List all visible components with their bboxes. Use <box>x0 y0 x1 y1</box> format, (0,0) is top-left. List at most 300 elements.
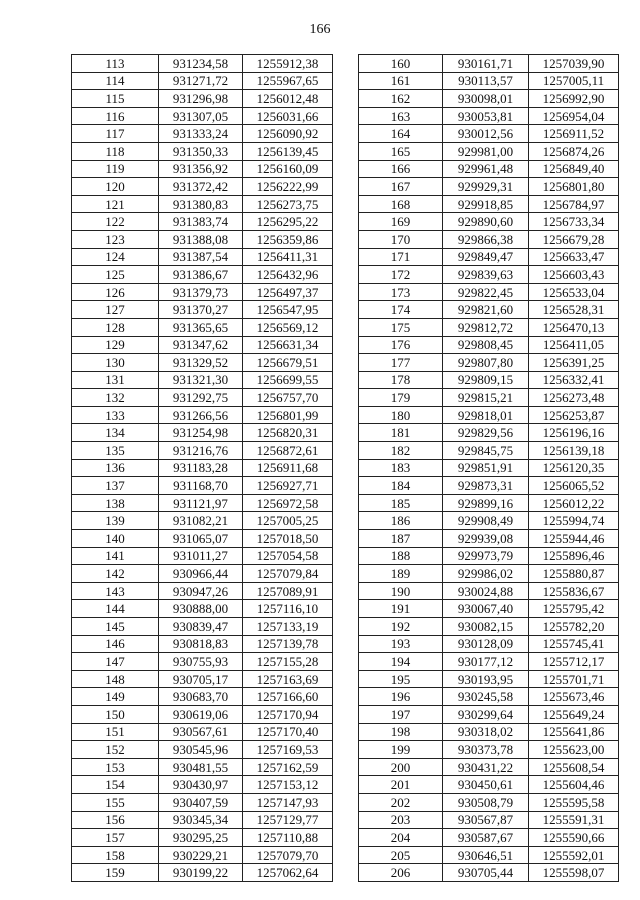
y-coordinate-cell: 1256699,55 <box>243 371 333 389</box>
point-number-cell: 161 <box>359 72 443 90</box>
point-number-cell: 204 <box>359 829 443 847</box>
point-number-cell: 130 <box>72 354 159 372</box>
y-coordinate-cell: 1256273,48 <box>529 389 619 407</box>
y-coordinate-cell: 1257166,60 <box>243 688 333 706</box>
y-coordinate-cell: 1256065,52 <box>529 477 619 495</box>
x-coordinate-cell: 930966,44 <box>159 565 243 583</box>
y-coordinate-cell: 1257139,78 <box>243 635 333 653</box>
y-coordinate-cell: 1255608,54 <box>529 758 619 776</box>
x-coordinate-cell: 929918,85 <box>443 195 529 213</box>
x-coordinate-cell: 930683,70 <box>159 688 243 706</box>
point-number-cell: 165 <box>359 142 443 160</box>
point-number-cell: 172 <box>359 266 443 284</box>
x-coordinate-cell: 929929,31 <box>443 178 529 196</box>
table-row <box>72 442 333 460</box>
x-coordinate-cell: 929851,91 <box>443 459 529 477</box>
x-coordinate-cell: 929839,63 <box>443 266 529 284</box>
x-coordinate-cell: 930839,47 <box>159 618 243 636</box>
table-row <box>359 442 619 460</box>
y-coordinate-cell: 1256411,31 <box>243 248 333 266</box>
point-number-cell: 175 <box>359 318 443 336</box>
point-number-cell: 198 <box>359 723 443 741</box>
x-coordinate-cell: 930567,87 <box>443 811 529 829</box>
y-coordinate-cell: 1257163,69 <box>243 670 333 688</box>
y-coordinate-cell: 1255673,46 <box>529 688 619 706</box>
point-number-cell: 184 <box>359 477 443 495</box>
y-coordinate-cell: 1256120,35 <box>529 459 619 477</box>
x-coordinate-cell: 930373,78 <box>443 741 529 759</box>
point-number-cell: 183 <box>359 459 443 477</box>
x-coordinate-cell: 929973,79 <box>443 547 529 565</box>
table-row <box>72 195 333 213</box>
table-row <box>72 230 333 248</box>
table-row <box>72 670 333 688</box>
table-row <box>72 107 333 125</box>
table-row <box>359 864 619 882</box>
y-coordinate-cell: 1256497,37 <box>243 283 333 301</box>
point-number-cell: 129 <box>72 336 159 354</box>
y-coordinate-cell: 1256927,71 <box>243 477 333 495</box>
point-number-cell: 142 <box>72 565 159 583</box>
table-row <box>72 793 333 811</box>
x-coordinate-cell: 930431,22 <box>443 758 529 776</box>
x-coordinate-cell: 929808,45 <box>443 336 529 354</box>
point-number-cell: 177 <box>359 354 443 372</box>
table-row <box>72 406 333 424</box>
x-coordinate-cell: 931121,97 <box>159 494 243 512</box>
y-coordinate-cell: 1256090,92 <box>243 125 333 143</box>
x-coordinate-cell: 930299,64 <box>443 705 529 723</box>
point-number-cell: 191 <box>359 600 443 618</box>
y-coordinate-cell: 1257129,77 <box>243 811 333 829</box>
table-row <box>72 371 333 389</box>
x-coordinate-cell: 931387,54 <box>159 248 243 266</box>
y-coordinate-cell: 1255896,46 <box>529 547 619 565</box>
x-coordinate-cell: 931329,52 <box>159 354 243 372</box>
y-coordinate-cell: 1257170,94 <box>243 705 333 723</box>
x-coordinate-cell: 930818,83 <box>159 635 243 653</box>
point-number-cell: 141 <box>72 547 159 565</box>
point-number-cell: 186 <box>359 512 443 530</box>
table-row <box>72 55 333 73</box>
table-row <box>359 107 619 125</box>
point-number-cell: 123 <box>72 230 159 248</box>
y-coordinate-cell: 1257005,11 <box>529 72 619 90</box>
table-row <box>359 688 619 706</box>
x-coordinate-cell: 929939,08 <box>443 530 529 548</box>
y-coordinate-cell: 1256757,70 <box>243 389 333 407</box>
x-coordinate-cell: 931333,24 <box>159 125 243 143</box>
table-row <box>359 389 619 407</box>
point-number-cell: 193 <box>359 635 443 653</box>
x-coordinate-cell: 930199,22 <box>159 864 243 882</box>
y-coordinate-cell: 1256391,25 <box>529 354 619 372</box>
y-coordinate-cell: 1257089,91 <box>243 582 333 600</box>
table-row <box>72 864 333 882</box>
table-row <box>72 318 333 336</box>
x-coordinate-cell: 931307,05 <box>159 107 243 125</box>
point-number-cell: 122 <box>72 213 159 231</box>
y-coordinate-cell: 1257133,19 <box>243 618 333 636</box>
point-number-cell: 133 <box>72 406 159 424</box>
point-number-cell: 155 <box>72 793 159 811</box>
point-number-cell: 180 <box>359 406 443 424</box>
point-number-cell: 202 <box>359 793 443 811</box>
coordinates-table-left <box>71 54 333 882</box>
y-coordinate-cell: 1255623,00 <box>529 741 619 759</box>
x-coordinate-cell: 930646,51 <box>443 846 529 864</box>
y-coordinate-cell: 1255604,46 <box>529 776 619 794</box>
point-number-cell: 136 <box>72 459 159 477</box>
table-row <box>359 600 619 618</box>
x-coordinate-cell: 931011,27 <box>159 547 243 565</box>
table-row <box>72 389 333 407</box>
x-coordinate-cell: 929812,72 <box>443 318 529 336</box>
x-coordinate-cell: 931271,72 <box>159 72 243 90</box>
table-row <box>72 723 333 741</box>
y-coordinate-cell: 1257170,40 <box>243 723 333 741</box>
table-row <box>72 846 333 864</box>
x-coordinate-cell: 930619,06 <box>159 705 243 723</box>
point-number-cell: 125 <box>72 266 159 284</box>
x-coordinate-cell: 929815,21 <box>443 389 529 407</box>
y-coordinate-cell: 1256801,80 <box>529 178 619 196</box>
table-row <box>359 477 619 495</box>
y-coordinate-cell: 1255701,71 <box>529 670 619 688</box>
table-row <box>72 530 333 548</box>
table-row <box>359 494 619 512</box>
y-coordinate-cell: 1255595,58 <box>529 793 619 811</box>
y-coordinate-cell: 1256972,58 <box>243 494 333 512</box>
table-row <box>359 582 619 600</box>
y-coordinate-cell: 1255591,31 <box>529 811 619 829</box>
x-coordinate-cell: 930024,88 <box>443 582 529 600</box>
point-number-cell: 156 <box>72 811 159 829</box>
point-number-cell: 147 <box>72 653 159 671</box>
y-coordinate-cell: 1255782,20 <box>529 618 619 636</box>
point-number-cell: 164 <box>359 125 443 143</box>
point-number-cell: 166 <box>359 160 443 178</box>
y-coordinate-cell: 1255592,01 <box>529 846 619 864</box>
point-number-cell: 200 <box>359 758 443 776</box>
y-coordinate-cell: 1256784,97 <box>529 195 619 213</box>
table-row <box>72 705 333 723</box>
y-coordinate-cell: 1256849,40 <box>529 160 619 178</box>
table-row <box>72 248 333 266</box>
point-number-cell: 194 <box>359 653 443 671</box>
table-row <box>72 283 333 301</box>
x-coordinate-cell: 930587,67 <box>443 829 529 847</box>
x-coordinate-cell: 929849,47 <box>443 248 529 266</box>
y-coordinate-cell: 1255590,66 <box>529 829 619 847</box>
y-coordinate-cell: 1256273,75 <box>243 195 333 213</box>
y-coordinate-cell: 1256528,31 <box>529 301 619 319</box>
x-coordinate-cell: 929845,75 <box>443 442 529 460</box>
y-coordinate-cell: 1256992,90 <box>529 90 619 108</box>
table-row <box>359 213 619 231</box>
y-coordinate-cell: 1256911,52 <box>529 125 619 143</box>
x-coordinate-cell: 929822,45 <box>443 283 529 301</box>
point-number-cell: 179 <box>359 389 443 407</box>
point-number-cell: 181 <box>359 424 443 442</box>
point-number-cell: 185 <box>359 494 443 512</box>
table-row <box>72 494 333 512</box>
x-coordinate-cell: 931379,73 <box>159 283 243 301</box>
table-row <box>359 758 619 776</box>
y-coordinate-cell: 1256533,04 <box>529 283 619 301</box>
x-coordinate-cell: 929986,02 <box>443 565 529 583</box>
table-row <box>72 512 333 530</box>
x-coordinate-cell: 930229,21 <box>159 846 243 864</box>
x-coordinate-cell: 931234,58 <box>159 55 243 73</box>
y-coordinate-cell: 1256411,05 <box>529 336 619 354</box>
y-coordinate-cell: 1256679,28 <box>529 230 619 248</box>
y-coordinate-cell: 1256603,43 <box>529 266 619 284</box>
x-coordinate-cell: 929961,48 <box>443 160 529 178</box>
table-row <box>359 618 619 636</box>
x-coordinate-cell: 931350,33 <box>159 142 243 160</box>
x-coordinate-cell: 929908,49 <box>443 512 529 530</box>
x-coordinate-cell: 930545,96 <box>159 741 243 759</box>
point-number-cell: 131 <box>72 371 159 389</box>
x-coordinate-cell: 930450,61 <box>443 776 529 794</box>
y-coordinate-cell: 1257039,90 <box>529 55 619 73</box>
point-number-cell: 120 <box>72 178 159 196</box>
x-coordinate-cell: 930888,00 <box>159 600 243 618</box>
y-coordinate-cell: 1256631,34 <box>243 336 333 354</box>
x-coordinate-cell: 931216,76 <box>159 442 243 460</box>
point-number-cell: 201 <box>359 776 443 794</box>
table-row <box>359 565 619 583</box>
point-number-cell: 143 <box>72 582 159 600</box>
point-number-cell: 187 <box>359 530 443 548</box>
table-row <box>72 618 333 636</box>
x-coordinate-cell: 929866,38 <box>443 230 529 248</box>
y-coordinate-cell: 1256820,31 <box>243 424 333 442</box>
table-row <box>72 829 333 847</box>
x-coordinate-cell: 931082,21 <box>159 512 243 530</box>
point-number-cell: 168 <box>359 195 443 213</box>
table-row <box>359 705 619 723</box>
x-coordinate-cell: 930067,40 <box>443 600 529 618</box>
point-number-cell: 195 <box>359 670 443 688</box>
x-coordinate-cell: 931254,98 <box>159 424 243 442</box>
x-coordinate-cell: 929873,31 <box>443 477 529 495</box>
x-coordinate-cell: 931065,07 <box>159 530 243 548</box>
x-coordinate-cell: 930295,25 <box>159 829 243 847</box>
y-coordinate-cell: 1255994,74 <box>529 512 619 530</box>
point-number-cell: 169 <box>359 213 443 231</box>
x-coordinate-cell: 929899,16 <box>443 494 529 512</box>
table-row <box>72 72 333 90</box>
table-row <box>72 90 333 108</box>
point-number-cell: 114 <box>72 72 159 90</box>
y-coordinate-cell: 1257162,59 <box>243 758 333 776</box>
x-coordinate-cell: 930177,12 <box>443 653 529 671</box>
y-coordinate-cell: 1256196,16 <box>529 424 619 442</box>
point-number-cell: 127 <box>72 301 159 319</box>
y-coordinate-cell: 1256547,95 <box>243 301 333 319</box>
table-row <box>72 266 333 284</box>
table-row <box>359 776 619 794</box>
y-coordinate-cell: 1256031,66 <box>243 107 333 125</box>
point-number-cell: 189 <box>359 565 443 583</box>
point-number-cell: 190 <box>359 582 443 600</box>
table-row <box>359 406 619 424</box>
table-row <box>72 160 333 178</box>
y-coordinate-cell: 1256874,26 <box>529 142 619 160</box>
table-row <box>359 459 619 477</box>
table-row <box>359 811 619 829</box>
table-row <box>72 776 333 794</box>
x-coordinate-cell: 931292,75 <box>159 389 243 407</box>
x-coordinate-cell: 929981,00 <box>443 142 529 160</box>
x-coordinate-cell: 929818,01 <box>443 406 529 424</box>
y-coordinate-cell: 1257018,50 <box>243 530 333 548</box>
point-number-cell: 152 <box>72 741 159 759</box>
table-row <box>359 125 619 143</box>
table-row <box>72 635 333 653</box>
table-row <box>72 301 333 319</box>
point-number-cell: 126 <box>72 283 159 301</box>
table-row <box>72 565 333 583</box>
point-number-cell: 170 <box>359 230 443 248</box>
point-number-cell: 151 <box>72 723 159 741</box>
x-coordinate-cell: 931386,67 <box>159 266 243 284</box>
x-coordinate-cell: 931370,27 <box>159 301 243 319</box>
table-row <box>359 90 619 108</box>
point-number-cell: 157 <box>72 829 159 847</box>
x-coordinate-cell: 929821,60 <box>443 301 529 319</box>
point-number-cell: 148 <box>72 670 159 688</box>
point-number-cell: 173 <box>359 283 443 301</box>
y-coordinate-cell: 1256733,34 <box>529 213 619 231</box>
point-number-cell: 146 <box>72 635 159 653</box>
point-number-cell: 158 <box>72 846 159 864</box>
table-row <box>72 424 333 442</box>
table-row <box>72 811 333 829</box>
x-coordinate-cell: 929807,80 <box>443 354 529 372</box>
point-number-cell: 132 <box>72 389 159 407</box>
table-row <box>72 459 333 477</box>
table-row <box>359 793 619 811</box>
point-number-cell: 167 <box>359 178 443 196</box>
point-number-cell: 119 <box>72 160 159 178</box>
point-number-cell: 192 <box>359 618 443 636</box>
point-number-cell: 124 <box>72 248 159 266</box>
table-row <box>359 266 619 284</box>
table-row <box>72 688 333 706</box>
point-number-cell: 182 <box>359 442 443 460</box>
table-row <box>72 142 333 160</box>
table-row <box>359 283 619 301</box>
y-coordinate-cell: 1255967,65 <box>243 72 333 90</box>
point-number-cell: 139 <box>72 512 159 530</box>
table-row <box>359 178 619 196</box>
y-coordinate-cell: 1256139,18 <box>529 442 619 460</box>
table-row <box>359 301 619 319</box>
point-number-cell: 134 <box>72 424 159 442</box>
point-number-cell: 128 <box>72 318 159 336</box>
table-row <box>359 512 619 530</box>
x-coordinate-cell: 929809,15 <box>443 371 529 389</box>
table-row <box>359 142 619 160</box>
y-coordinate-cell: 1256679,51 <box>243 354 333 372</box>
y-coordinate-cell: 1257110,88 <box>243 829 333 847</box>
point-number-cell: 178 <box>359 371 443 389</box>
table-row <box>72 336 333 354</box>
y-coordinate-cell: 1256222,99 <box>243 178 333 196</box>
y-coordinate-cell: 1257079,84 <box>243 565 333 583</box>
x-coordinate-cell: 930481,55 <box>159 758 243 776</box>
y-coordinate-cell: 1256954,04 <box>529 107 619 125</box>
x-coordinate-cell: 930755,93 <box>159 653 243 671</box>
point-number-cell: 145 <box>72 618 159 636</box>
table-row <box>72 547 333 565</box>
point-number-cell: 163 <box>359 107 443 125</box>
x-coordinate-cell: 931383,74 <box>159 213 243 231</box>
x-coordinate-cell: 930082,15 <box>443 618 529 636</box>
table-row <box>72 758 333 776</box>
x-coordinate-cell: 931388,08 <box>159 230 243 248</box>
point-number-cell: 140 <box>72 530 159 548</box>
point-number-cell: 113 <box>72 55 159 73</box>
point-number-cell: 154 <box>72 776 159 794</box>
y-coordinate-cell: 1256911,68 <box>243 459 333 477</box>
x-coordinate-cell: 930345,34 <box>159 811 243 829</box>
point-number-cell: 121 <box>72 195 159 213</box>
point-number-cell: 162 <box>359 90 443 108</box>
point-number-cell: 137 <box>72 477 159 495</box>
point-number-cell: 171 <box>359 248 443 266</box>
point-number-cell: 203 <box>359 811 443 829</box>
point-number-cell: 138 <box>72 494 159 512</box>
table-row <box>359 55 619 73</box>
point-number-cell: 149 <box>72 688 159 706</box>
x-coordinate-cell: 930430,97 <box>159 776 243 794</box>
table-row <box>359 230 619 248</box>
y-coordinate-cell: 1257005,25 <box>243 512 333 530</box>
y-coordinate-cell: 1257116,10 <box>243 600 333 618</box>
table-row <box>359 670 619 688</box>
table-row <box>359 653 619 671</box>
y-coordinate-cell: 1256012,22 <box>529 494 619 512</box>
table-row <box>72 477 333 495</box>
x-coordinate-cell: 930318,02 <box>443 723 529 741</box>
x-coordinate-cell: 930113,57 <box>443 72 529 90</box>
table-row <box>359 635 619 653</box>
table-row <box>359 72 619 90</box>
x-coordinate-cell: 930053,81 <box>443 107 529 125</box>
point-number-cell: 197 <box>359 705 443 723</box>
y-coordinate-cell: 1257062,64 <box>243 864 333 882</box>
table-row <box>359 829 619 847</box>
y-coordinate-cell: 1256253,87 <box>529 406 619 424</box>
y-coordinate-cell: 1255912,38 <box>243 55 333 73</box>
table-row <box>359 741 619 759</box>
y-coordinate-cell: 1256139,45 <box>243 142 333 160</box>
y-coordinate-cell: 1255712,17 <box>529 653 619 671</box>
x-coordinate-cell: 929890,60 <box>443 213 529 231</box>
x-coordinate-cell: 930705,17 <box>159 670 243 688</box>
table-row <box>359 160 619 178</box>
y-coordinate-cell: 1255944,46 <box>529 530 619 548</box>
x-coordinate-cell: 931365,65 <box>159 318 243 336</box>
y-coordinate-cell: 1256872,61 <box>243 442 333 460</box>
point-number-cell: 153 <box>72 758 159 776</box>
point-number-cell: 116 <box>72 107 159 125</box>
x-coordinate-cell: 930012,56 <box>443 125 529 143</box>
